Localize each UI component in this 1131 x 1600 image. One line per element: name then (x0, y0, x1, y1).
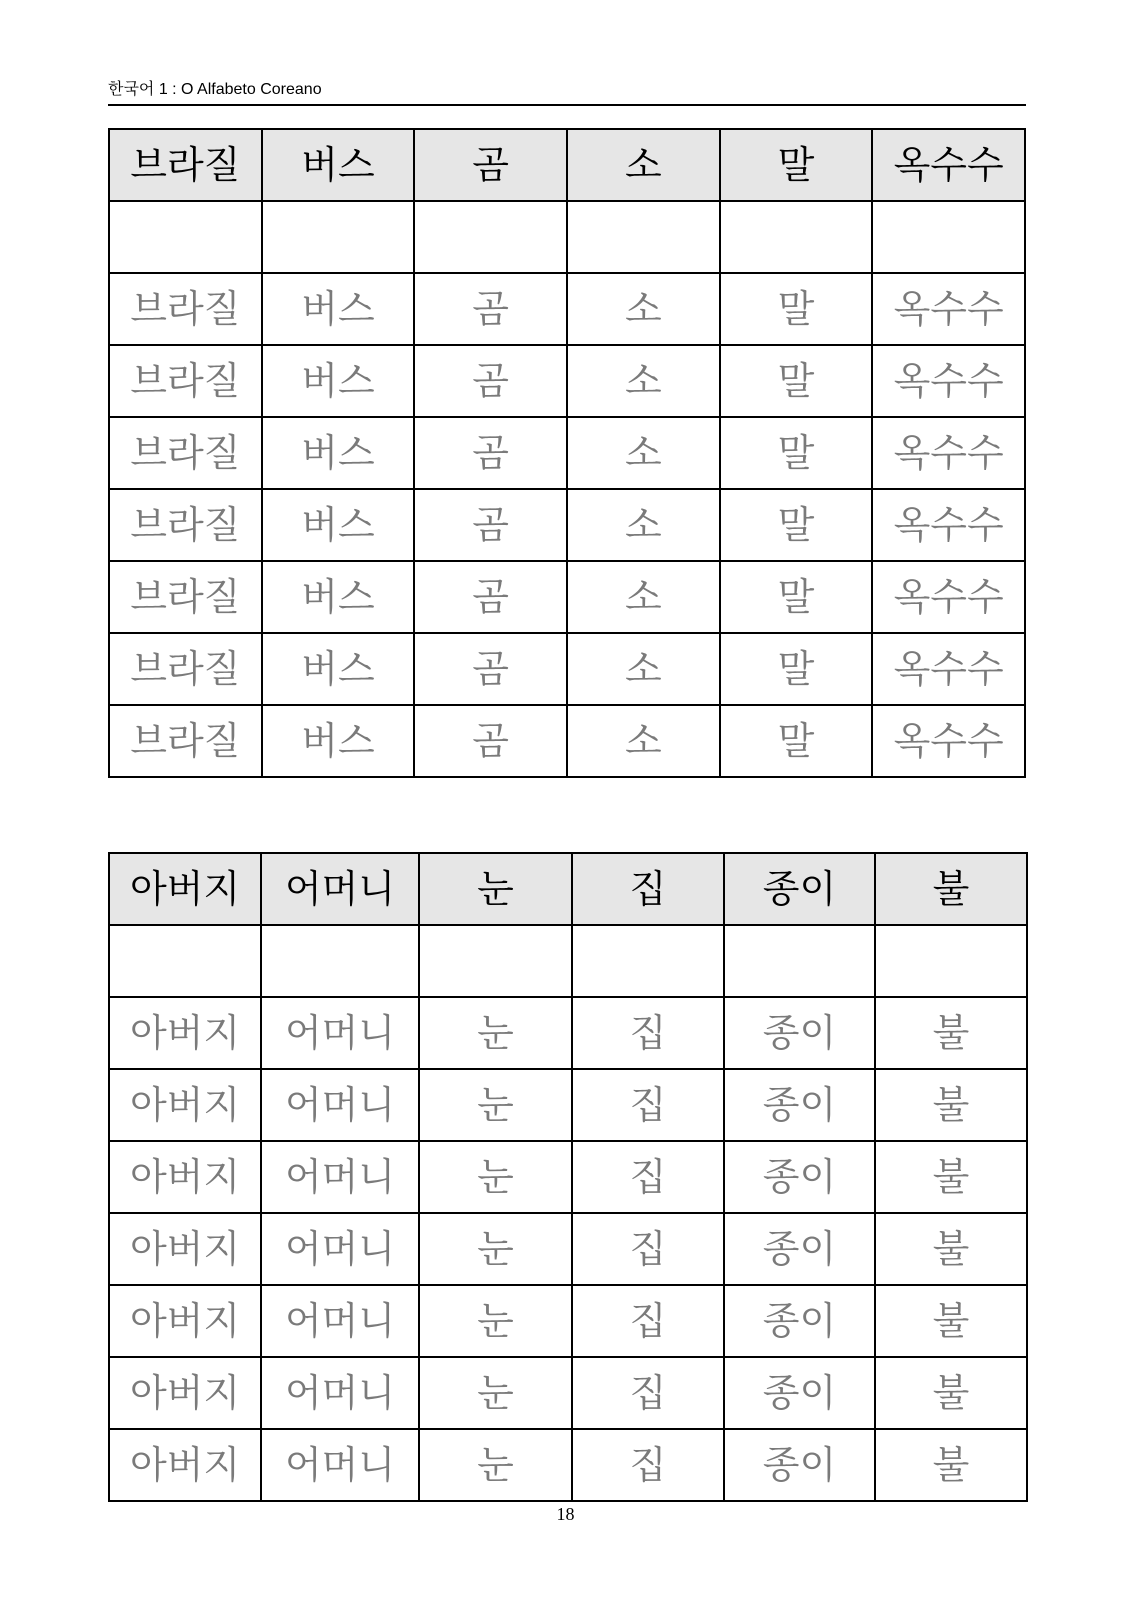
page-number: 18 (556, 1504, 575, 1524)
trace-word-cell: 말 (720, 345, 873, 417)
trace-row (109, 1429, 1027, 1501)
trace-row (109, 1285, 1027, 1357)
trace-row (109, 997, 1027, 1069)
trace-word-cell: 종이 (724, 1213, 875, 1285)
trace-word-cell: 버스 (262, 489, 415, 561)
trace-word-cell: 아버지 (109, 1141, 261, 1213)
trace-word-cell: 눈 (419, 1285, 572, 1357)
blank-practice-row (109, 201, 1025, 273)
trace-word-cell: 집 (572, 997, 724, 1069)
trace-word-cell: 옥수수 (872, 273, 1025, 345)
trace-word-cell: 소 (567, 633, 720, 705)
trace-word-cell: 소 (567, 705, 720, 777)
trace-row (109, 1213, 1027, 1285)
trace-word-cell: 버스 (262, 561, 415, 633)
trace-row (109, 489, 1025, 561)
word-header-cell: 어머니 (261, 853, 419, 925)
trace-word-cell: 옥수수 (872, 489, 1025, 561)
trace-word-cell: 집 (572, 1429, 724, 1501)
trace-word-cell: 아버지 (109, 1429, 261, 1501)
trace-row (109, 345, 1025, 417)
trace-word-cell: 아버지 (109, 1213, 261, 1285)
trace-word-cell: 소 (567, 489, 720, 561)
trace-word-cell: 곰 (414, 633, 567, 705)
trace-row (109, 633, 1025, 705)
trace-word-cell: 옥수수 (872, 705, 1025, 777)
trace-word-cell: 곰 (414, 705, 567, 777)
trace-word-cell: 종이 (724, 997, 875, 1069)
word-header-row (109, 853, 1027, 925)
trace-word-cell: 옥수수 (872, 345, 1025, 417)
trace-word-cell: 아버지 (109, 1285, 261, 1357)
practice-table-2 (108, 852, 1028, 1502)
trace-word-cell: 눈 (419, 997, 572, 1069)
trace-word-cell: 곰 (414, 345, 567, 417)
trace-word-cell: 버스 (262, 273, 415, 345)
trace-word-cell: 불 (875, 1213, 1027, 1285)
trace-word-cell: 불 (875, 1285, 1027, 1357)
trace-word-cell: 브라질 (109, 705, 262, 777)
trace-word-cell: 집 (572, 1141, 724, 1213)
trace-word-cell: 말 (720, 705, 873, 777)
blank-cell (262, 201, 415, 273)
word-header-cell: 곰 (414, 129, 567, 201)
trace-row (109, 1357, 1027, 1429)
trace-word-cell: 집 (572, 1357, 724, 1429)
trace-row (109, 1141, 1027, 1213)
trace-row (109, 273, 1025, 345)
blank-cell (414, 201, 567, 273)
blank-cell (109, 201, 262, 273)
trace-word-cell: 종이 (724, 1429, 875, 1501)
blank-practice-row (109, 925, 1027, 997)
trace-word-cell: 브라질 (109, 489, 262, 561)
trace-word-cell: 눈 (419, 1141, 572, 1213)
trace-word-cell: 브라질 (109, 273, 262, 345)
word-header-cell: 말 (720, 129, 873, 201)
blank-cell (875, 925, 1027, 997)
word-header-cell: 소 (567, 129, 720, 201)
trace-word-cell: 불 (875, 1429, 1027, 1501)
trace-word-cell: 불 (875, 997, 1027, 1069)
word-header-cell: 불 (875, 853, 1027, 925)
blank-cell (724, 925, 875, 997)
word-header-cell: 눈 (419, 853, 572, 925)
blank-cell (261, 925, 419, 997)
trace-word-cell: 눈 (419, 1069, 572, 1141)
trace-word-cell: 말 (720, 273, 873, 345)
trace-word-cell: 곰 (414, 561, 567, 633)
trace-word-cell: 버스 (262, 417, 415, 489)
trace-word-cell: 집 (572, 1069, 724, 1141)
practice-table-1 (108, 128, 1026, 778)
trace-word-cell: 종이 (724, 1357, 875, 1429)
trace-word-cell: 브라질 (109, 417, 262, 489)
trace-word-cell: 어머니 (261, 1069, 419, 1141)
trace-word-cell: 버스 (262, 633, 415, 705)
trace-word-cell: 소 (567, 345, 720, 417)
trace-word-cell: 눈 (419, 1357, 572, 1429)
trace-word-cell: 소 (567, 273, 720, 345)
blank-cell (419, 925, 572, 997)
trace-word-cell: 브라질 (109, 633, 262, 705)
trace-row (109, 417, 1025, 489)
trace-word-cell: 불 (875, 1141, 1027, 1213)
trace-word-cell: 어머니 (261, 1429, 419, 1501)
trace-word-cell: 말 (720, 417, 873, 489)
trace-word-cell: 브라질 (109, 561, 262, 633)
word-header-row (109, 129, 1025, 201)
trace-word-cell: 어머니 (261, 1141, 419, 1213)
trace-word-cell: 집 (572, 1213, 724, 1285)
trace-word-cell: 불 (875, 1357, 1027, 1429)
blank-cell (720, 201, 873, 273)
trace-word-cell: 어머니 (261, 1285, 419, 1357)
word-header-cell: 종이 (724, 853, 875, 925)
blank-cell (572, 925, 724, 997)
trace-word-cell: 아버지 (109, 997, 261, 1069)
blank-cell (109, 925, 261, 997)
word-header-cell: 브라질 (109, 129, 262, 201)
trace-word-cell: 옥수수 (872, 633, 1025, 705)
trace-word-cell: 말 (720, 633, 873, 705)
header-rule (108, 104, 1026, 106)
trace-word-cell: 어머니 (261, 1357, 419, 1429)
trace-word-cell: 브라질 (109, 345, 262, 417)
trace-word-cell: 어머니 (261, 1213, 419, 1285)
trace-word-cell: 아버지 (109, 1357, 261, 1429)
trace-word-cell: 소 (567, 417, 720, 489)
blank-cell (872, 201, 1025, 273)
trace-word-cell: 눈 (419, 1213, 572, 1285)
word-header-cell: 옥수수 (872, 129, 1025, 201)
trace-word-cell: 옥수수 (872, 561, 1025, 633)
trace-word-cell: 버스 (262, 705, 415, 777)
trace-word-cell: 곰 (414, 489, 567, 561)
trace-word-cell: 종이 (724, 1069, 875, 1141)
running-header: 한국어 1 : O Alfabeto Coreano (108, 81, 322, 98)
trace-row (109, 561, 1025, 633)
trace-word-cell: 불 (875, 1069, 1027, 1141)
word-header-cell: 버스 (262, 129, 415, 201)
trace-word-cell: 눈 (419, 1429, 572, 1501)
word-header-cell: 아버지 (109, 853, 261, 925)
trace-word-cell: 버스 (262, 345, 415, 417)
trace-word-cell: 종이 (724, 1141, 875, 1213)
trace-word-cell: 종이 (724, 1285, 875, 1357)
trace-row (109, 1069, 1027, 1141)
trace-word-cell: 말 (720, 561, 873, 633)
trace-word-cell: 아버지 (109, 1069, 261, 1141)
blank-cell (567, 201, 720, 273)
trace-word-cell: 곰 (414, 273, 567, 345)
trace-word-cell: 집 (572, 1285, 724, 1357)
trace-word-cell: 소 (567, 561, 720, 633)
trace-row (109, 705, 1025, 777)
trace-word-cell: 옥수수 (872, 417, 1025, 489)
word-header-cell: 집 (572, 853, 724, 925)
trace-word-cell: 곰 (414, 417, 567, 489)
trace-word-cell: 말 (720, 489, 873, 561)
trace-word-cell: 어머니 (261, 997, 419, 1069)
